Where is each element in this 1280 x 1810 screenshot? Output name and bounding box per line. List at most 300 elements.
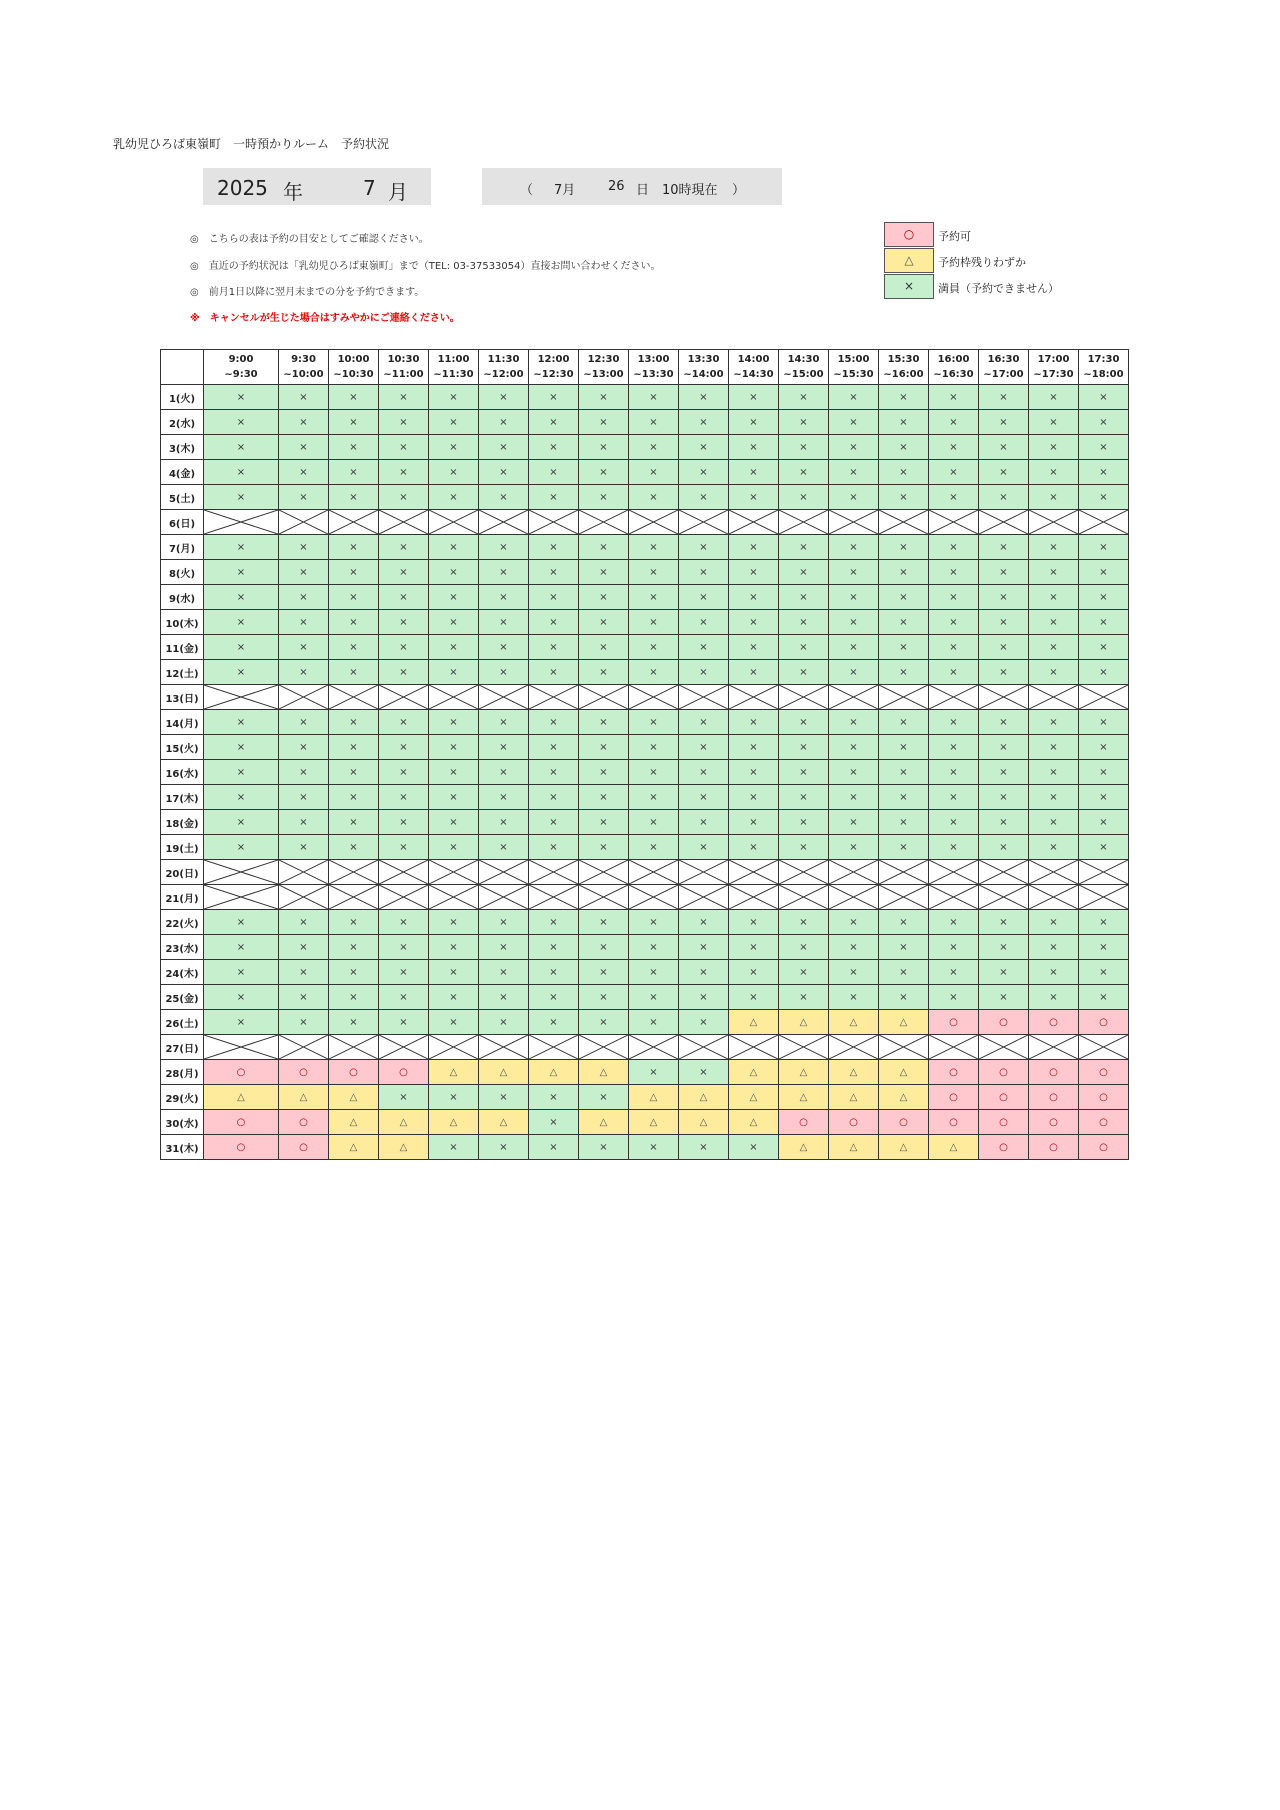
- day-row: [161, 935, 1129, 960]
- closed-cell: [1029, 860, 1079, 885]
- slot-few-left: △: [879, 1010, 929, 1035]
- slot-full: ×: [379, 560, 429, 585]
- closed-cross-icon: [479, 685, 528, 709]
- slot-full: ×: [629, 660, 679, 685]
- closed-cross-icon: [929, 885, 978, 909]
- slot-full: ×: [1029, 710, 1079, 735]
- closed-cell: [679, 1035, 729, 1060]
- slot-full: ×: [779, 710, 829, 735]
- closed-cross-icon: [979, 860, 1028, 884]
- slot-full: ×: [929, 735, 979, 760]
- slot-full: ×: [829, 985, 879, 1010]
- closed-cell: [379, 685, 429, 710]
- slot-full: ×: [579, 760, 629, 785]
- slot-full: ×: [679, 735, 729, 760]
- slot-full: ×: [729, 810, 779, 835]
- closed-cross-icon: [479, 1035, 528, 1059]
- slot-full: ×: [579, 410, 629, 435]
- slot-full: ×: [204, 485, 279, 510]
- slot-full: ×: [1029, 435, 1079, 460]
- slot-full: ×: [829, 410, 879, 435]
- closed-cell: [379, 1035, 429, 1060]
- slot-full: ×: [1079, 660, 1129, 685]
- day-label: 20(日): [161, 860, 204, 885]
- closed-cell: [879, 885, 929, 910]
- slot-available: ○: [1079, 1010, 1129, 1035]
- slot-full: ×: [729, 460, 779, 485]
- slot-full: ×: [929, 960, 979, 985]
- slot-few-left: △: [829, 1135, 879, 1160]
- closed-cell: [679, 860, 729, 885]
- closed-cell: [579, 1035, 629, 1060]
- slot-full: ×: [829, 710, 879, 735]
- slot-full: ×: [779, 810, 829, 835]
- closed-cross-icon: [779, 885, 828, 909]
- closed-cell: [204, 885, 279, 910]
- slot-full: ×: [579, 385, 629, 410]
- slot-full: ×: [629, 1010, 679, 1035]
- slot-full: ×: [379, 760, 429, 785]
- slot-full: ×: [1079, 435, 1129, 460]
- slot-full: ×: [379, 910, 429, 935]
- slot-full: ×: [479, 560, 529, 585]
- slot-full: ×: [879, 585, 929, 610]
- slot-full: ×: [679, 1060, 729, 1085]
- slot-full: ×: [879, 410, 929, 435]
- time-slot-header-row: [161, 350, 1129, 385]
- slot-full: ×: [1029, 585, 1079, 610]
- closed-cross-icon: [429, 885, 478, 909]
- time-slot-end: ~11:30: [433, 369, 474, 380]
- slot-full: ×: [204, 435, 279, 460]
- slot-full: ×: [379, 585, 429, 610]
- slot-full: ×: [779, 960, 829, 985]
- slot-full: ×: [1029, 385, 1079, 410]
- closed-cell: [929, 1035, 979, 1060]
- slot-full: ×: [829, 935, 879, 960]
- day-label: 6(日): [161, 510, 204, 535]
- slot-full: ×: [879, 635, 929, 660]
- closed-cell: [779, 1035, 829, 1060]
- closed-cell: [529, 885, 579, 910]
- time-slot-start: 11:00: [437, 354, 470, 365]
- slot-full: ×: [729, 385, 779, 410]
- slot-full: ×: [729, 760, 779, 785]
- slot-full: ×: [379, 785, 429, 810]
- closed-cross-icon: [979, 1035, 1028, 1059]
- slot-full: ×: [1029, 660, 1079, 685]
- closed-cross-icon: [629, 885, 678, 909]
- slot-full: ×: [779, 435, 829, 460]
- slot-full: ×: [329, 760, 379, 785]
- time-slot-start: 10:00: [337, 354, 370, 365]
- slot-full: ×: [429, 1010, 479, 1035]
- closed-cell: [279, 860, 329, 885]
- slot-full: ×: [629, 385, 679, 410]
- time-slot-start: 17:00: [1037, 354, 1070, 365]
- time-slot-header: [529, 350, 579, 385]
- slot-full: ×: [529, 735, 579, 760]
- closed-cross-icon: [1079, 685, 1128, 709]
- slot-full: ×: [979, 985, 1029, 1010]
- closed-cell: [204, 510, 279, 535]
- slot-full: ×: [329, 735, 379, 760]
- closed-cell: [779, 685, 829, 710]
- slot-full: ×: [779, 735, 829, 760]
- slot-full: ×: [1079, 710, 1129, 735]
- slot-available: ○: [929, 1085, 979, 1110]
- closed-cross-icon: [829, 860, 878, 884]
- slot-full: ×: [429, 810, 479, 835]
- slot-full: ×: [629, 535, 679, 560]
- slot-full: ×: [379, 635, 429, 660]
- day-label: 2(水): [161, 410, 204, 435]
- slot-full: ×: [204, 585, 279, 610]
- slot-full: ×: [729, 635, 779, 660]
- slot-full: ×: [379, 960, 429, 985]
- slot-few-left: △: [204, 1085, 279, 1110]
- closed-cross-icon: [1029, 860, 1078, 884]
- slot-available: ○: [1029, 1085, 1079, 1110]
- slot-full: ×: [879, 435, 929, 460]
- as-of-open-paren: （: [520, 183, 534, 198]
- time-slot-start: 9:30: [291, 354, 316, 365]
- slot-full: ×: [479, 910, 529, 935]
- slot-full: ×: [679, 485, 729, 510]
- closed-cross-icon: [479, 885, 528, 909]
- slot-full: ×: [279, 585, 329, 610]
- slot-full: ×: [679, 910, 729, 935]
- slot-full: ×: [979, 635, 1029, 660]
- slot-full: ×: [204, 985, 279, 1010]
- slot-few-left: △: [729, 1110, 779, 1135]
- slot-full: ×: [479, 760, 529, 785]
- slot-full: ×: [1079, 610, 1129, 635]
- slot-few-left: △: [829, 1010, 879, 1035]
- slot-few-left: △: [329, 1085, 379, 1110]
- slot-full: ×: [929, 760, 979, 785]
- slot-available: ○: [779, 1110, 829, 1135]
- slot-few-left: △: [779, 1085, 829, 1110]
- slot-few-left: △: [729, 1060, 779, 1085]
- time-slot-end: ~16:30: [933, 369, 974, 380]
- closed-cell: [429, 1035, 479, 1060]
- slot-full: ×: [479, 635, 529, 660]
- slot-full: ×: [879, 560, 929, 585]
- month-unit: 月: [388, 180, 408, 204]
- slot-full: ×: [829, 385, 879, 410]
- slot-full: ×: [279, 635, 329, 660]
- slot-full: ×: [429, 985, 479, 1010]
- time-slot-start: 16:30: [987, 354, 1020, 365]
- day-label: 19(土): [161, 835, 204, 860]
- slot-few-left: △: [429, 1110, 479, 1135]
- closed-cross-icon: [429, 685, 478, 709]
- closed-cross-icon: [1079, 1035, 1128, 1059]
- slot-full: ×: [629, 635, 679, 660]
- slot-full: ×: [829, 460, 879, 485]
- closed-cross-icon: [1029, 685, 1078, 709]
- slot-full: ×: [1079, 910, 1129, 935]
- closed-cell: [829, 1035, 879, 1060]
- slot-full: ×: [729, 935, 779, 960]
- closed-cross-icon: [429, 510, 478, 534]
- legend-few-left-symbol: △: [884, 248, 934, 273]
- closed-cell: [379, 860, 429, 885]
- closed-cross-icon: [429, 860, 478, 884]
- slot-full: ×: [479, 435, 529, 460]
- time-slot-header: [279, 350, 329, 385]
- slot-full: ×: [329, 710, 379, 735]
- slot-full: ×: [979, 560, 1029, 585]
- time-slot-end: ~17:30: [1033, 369, 1074, 380]
- slot-full: ×: [379, 385, 429, 410]
- note-booking-window: ◎ 前月1日以降に翌月末までの分を予約できます。: [190, 287, 425, 298]
- closed-cross-icon: [729, 1035, 778, 1059]
- time-slot-end: ~9:30: [224, 369, 258, 380]
- slot-full: ×: [679, 935, 729, 960]
- slot-full: ×: [279, 910, 329, 935]
- closed-cross-icon: [979, 685, 1028, 709]
- closed-cross-icon: [329, 510, 378, 534]
- slot-full: ×: [279, 1010, 329, 1035]
- closed-cross-icon: [1079, 860, 1128, 884]
- slot-full: ×: [579, 785, 629, 810]
- slot-full: ×: [829, 560, 879, 585]
- day-row: [161, 735, 1129, 760]
- slot-full: ×: [379, 985, 429, 1010]
- slot-full: ×: [429, 935, 479, 960]
- slot-full: ×: [204, 835, 279, 860]
- slot-full: ×: [204, 660, 279, 685]
- slot-full: ×: [729, 1135, 779, 1160]
- slot-full: ×: [279, 610, 329, 635]
- day-row: [161, 585, 1129, 610]
- time-slot-start: 15:00: [837, 354, 870, 365]
- slot-full: ×: [979, 810, 1029, 835]
- slot-full: ×: [529, 785, 579, 810]
- closed-cell: [429, 885, 479, 910]
- slot-full: ×: [779, 410, 829, 435]
- slot-full: ×: [779, 635, 829, 660]
- slot-full: ×: [729, 660, 779, 685]
- slot-full: ×: [1079, 485, 1129, 510]
- slot-full: ×: [679, 985, 729, 1010]
- closed-cell: [729, 885, 779, 910]
- closed-cell: [729, 860, 779, 885]
- slot-full: ×: [529, 910, 579, 935]
- slot-full: ×: [279, 760, 329, 785]
- slot-full: ×: [779, 485, 829, 510]
- slot-full: ×: [379, 1085, 429, 1110]
- slot-full: ×: [929, 835, 979, 860]
- slot-full: ×: [204, 535, 279, 560]
- slot-full: ×: [679, 435, 729, 460]
- day-label: 17(木): [161, 785, 204, 810]
- closed-cell: [479, 1035, 529, 1060]
- time-slot-end: ~15:30: [833, 369, 874, 380]
- closed-cross-icon: [879, 860, 928, 884]
- slot-full: ×: [479, 1010, 529, 1035]
- day-row: [161, 810, 1129, 835]
- closed-cell: [829, 860, 879, 885]
- slot-full: ×: [479, 935, 529, 960]
- slot-full: ×: [379, 660, 429, 685]
- slot-full: ×: [479, 960, 529, 985]
- closed-cell: [379, 510, 429, 535]
- closed-cross-icon: [779, 860, 828, 884]
- closed-cell: [929, 885, 979, 910]
- slot-full: ×: [629, 785, 679, 810]
- day-label: 4(金): [161, 460, 204, 485]
- slot-few-left: △: [679, 1085, 729, 1110]
- slot-full: ×: [279, 535, 329, 560]
- slot-full: ×: [829, 960, 879, 985]
- closed-cross-icon: [529, 685, 578, 709]
- slot-full: ×: [204, 385, 279, 410]
- slot-few-left: △: [279, 1085, 329, 1110]
- closed-cross-icon: [629, 510, 678, 534]
- slot-full: ×: [429, 785, 479, 810]
- closed-cell: [879, 510, 929, 535]
- day-row: [161, 910, 1129, 935]
- slot-full: ×: [529, 1110, 579, 1135]
- slot-full: ×: [1029, 985, 1079, 1010]
- slot-full: ×: [929, 910, 979, 935]
- closed-cross-icon: [529, 885, 578, 909]
- slot-full: ×: [679, 810, 729, 835]
- closed-cross-icon: [379, 685, 428, 709]
- closed-cross-icon: [279, 1035, 328, 1059]
- time-slot-end: ~15:00: [783, 369, 824, 380]
- closed-cell: [1079, 1035, 1129, 1060]
- slot-full: ×: [1079, 385, 1129, 410]
- day-row: [161, 785, 1129, 810]
- slot-full: ×: [479, 1135, 529, 1160]
- slot-full: ×: [679, 710, 729, 735]
- slot-full: ×: [879, 960, 929, 985]
- slot-full: ×: [679, 1135, 729, 1160]
- as-of-day: 26: [608, 179, 625, 194]
- closed-cross-icon: [529, 860, 578, 884]
- slot-full: ×: [1079, 760, 1129, 785]
- slot-full: ×: [529, 760, 579, 785]
- slot-few-left: △: [929, 1135, 979, 1160]
- slot-available: ○: [1079, 1135, 1129, 1160]
- day-row: [161, 1010, 1129, 1035]
- slot-full: ×: [279, 785, 329, 810]
- day-label: 21(月): [161, 885, 204, 910]
- page-title: 乳幼児ひろば東嶺町 一時預かりルーム 予約状況: [113, 137, 390, 151]
- slot-full: ×: [279, 385, 329, 410]
- slot-available: ○: [979, 1135, 1029, 1160]
- time-slot-start: 10:30: [387, 354, 420, 365]
- closed-cell: [829, 885, 879, 910]
- day-row: [161, 1110, 1129, 1135]
- slot-full: ×: [1079, 735, 1129, 760]
- slot-full: ×: [329, 635, 379, 660]
- slot-full: ×: [1029, 935, 1079, 960]
- slot-full: ×: [779, 760, 829, 785]
- slot-full: ×: [929, 710, 979, 735]
- day-label: 24(木): [161, 960, 204, 985]
- closed-cell: [929, 510, 979, 535]
- time-slot-header: [429, 350, 479, 385]
- closed-cross-icon: [204, 860, 278, 884]
- slot-few-left: △: [779, 1135, 829, 1160]
- slot-full: ×: [779, 610, 829, 635]
- day-label: 3(木): [161, 435, 204, 460]
- closed-cell: [479, 510, 529, 535]
- slot-available: ○: [829, 1110, 879, 1135]
- slot-full: ×: [529, 485, 579, 510]
- slot-full: ×: [929, 385, 979, 410]
- slot-full: ×: [204, 710, 279, 735]
- slot-few-left: △: [629, 1085, 679, 1110]
- closed-cross-icon: [629, 1035, 678, 1059]
- closed-cross-icon: [579, 885, 628, 909]
- slot-full: ×: [979, 960, 1029, 985]
- slot-few-left: △: [879, 1060, 929, 1085]
- year-month-box: [203, 168, 431, 205]
- slot-few-left: △: [579, 1110, 629, 1135]
- slot-full: ×: [879, 935, 929, 960]
- year-value: 2025: [217, 176, 268, 200]
- closed-cross-icon: [829, 885, 878, 909]
- slot-available: ○: [879, 1110, 929, 1135]
- slot-full: ×: [479, 460, 529, 485]
- slot-full: ×: [1029, 635, 1079, 660]
- closed-cross-icon: [1029, 885, 1078, 909]
- slot-full: ×: [329, 460, 379, 485]
- time-slot-end: ~10:00: [283, 369, 324, 380]
- slot-full: ×: [279, 485, 329, 510]
- closed-cross-icon: [679, 885, 728, 909]
- closed-cross-icon: [204, 510, 278, 534]
- time-slot-start: 15:30: [887, 354, 920, 365]
- closed-cell: [729, 510, 779, 535]
- closed-cross-icon: [729, 885, 778, 909]
- closed-cell: [929, 685, 979, 710]
- closed-cross-icon: [629, 860, 678, 884]
- slot-full: ×: [779, 385, 829, 410]
- slot-full: ×: [579, 560, 629, 585]
- slot-full: ×: [429, 710, 479, 735]
- day-label: 11(金): [161, 635, 204, 660]
- closed-cell: [1079, 510, 1129, 535]
- time-slot-start: 12:30: [587, 354, 620, 365]
- slot-full: ×: [529, 985, 579, 1010]
- slot-full: ×: [479, 835, 529, 860]
- day-label: 7(月): [161, 535, 204, 560]
- slot-full: ×: [679, 1010, 729, 1035]
- slot-full: ×: [1029, 485, 1079, 510]
- slot-full: ×: [429, 1135, 479, 1160]
- closed-cell: [979, 860, 1029, 885]
- day-row: [161, 685, 1129, 710]
- closed-cell: [1029, 685, 1079, 710]
- closed-cell: [479, 885, 529, 910]
- closed-cell: [579, 685, 629, 710]
- slot-full: ×: [329, 410, 379, 435]
- day-row: [161, 435, 1129, 460]
- closed-cell: [629, 1035, 679, 1060]
- closed-cell: [629, 510, 679, 535]
- closed-cross-icon: [1029, 510, 1078, 534]
- slot-full: ×: [679, 410, 729, 435]
- closed-cross-icon: [579, 685, 628, 709]
- slot-full: ×: [579, 610, 629, 635]
